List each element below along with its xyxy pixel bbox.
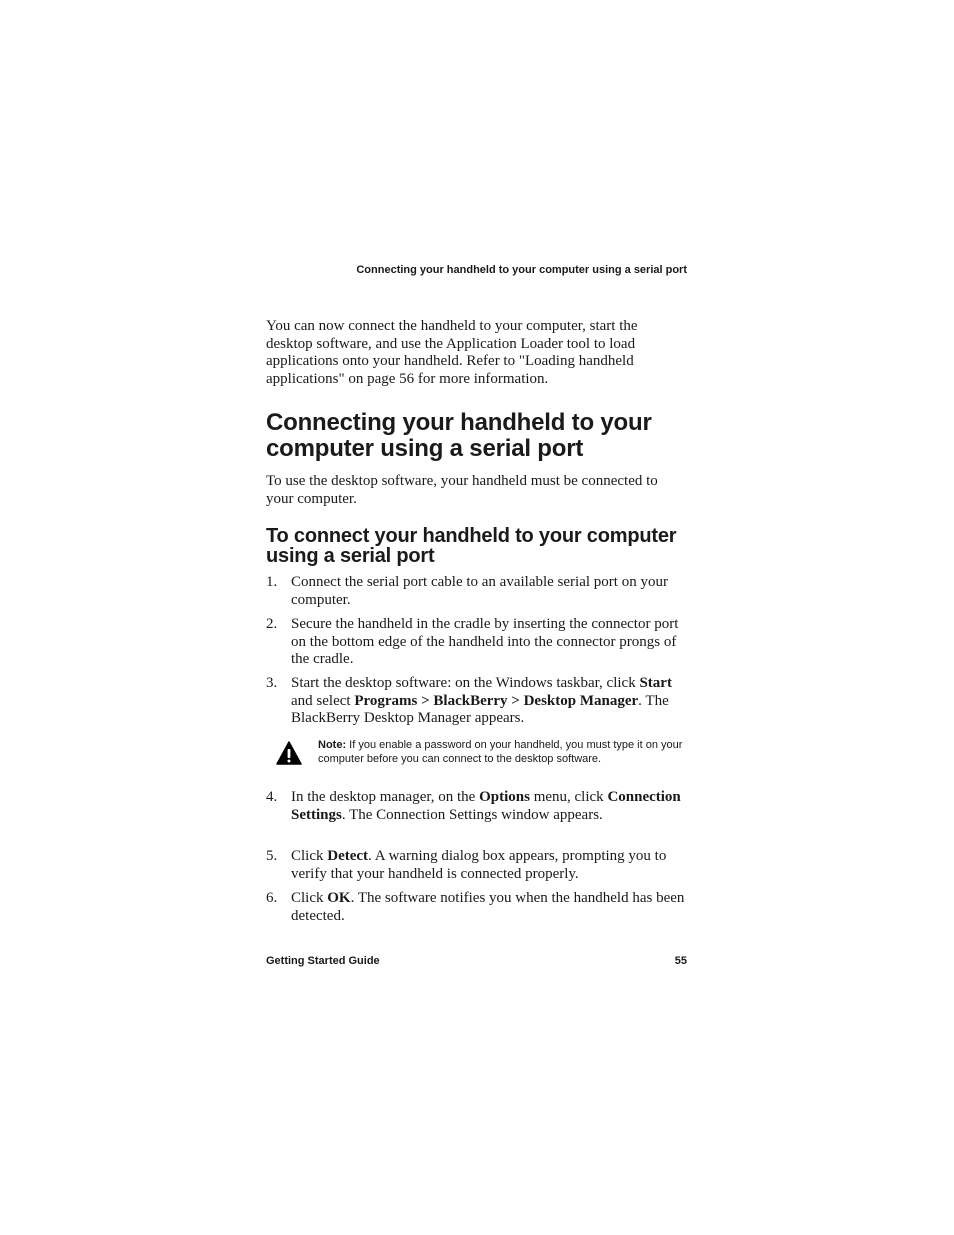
step-number: 3. [266, 675, 278, 691]
step-text [291, 675, 689, 728]
warning-icon [276, 741, 302, 765]
note-label: Note: [318, 739, 347, 751]
step-number: 6. [266, 890, 278, 906]
section-title: Connecting your handheld to your computer using a serial port [266, 409, 652, 462]
step-text-part: and select [291, 692, 355, 709]
step-1 [266, 574, 686, 609]
step-number: 2. [266, 616, 278, 632]
step-text-part: menu, click [529, 789, 608, 805]
page-number: 55 [674, 955, 687, 967]
footer-title: Getting Started Guide [266, 955, 380, 967]
note-text [318, 738, 688, 766]
step-text-part: . The BlackBerry Desktop Manager appears. [291, 692, 669, 726]
running-header: Connecting your handheld to your computer using a serial port [356, 264, 687, 276]
step-6 [266, 890, 686, 925]
step-text [291, 789, 689, 824]
step-3 [266, 675, 686, 728]
step-text-part: Start the desktop software: on the Windows taskbar, click [291, 675, 640, 691]
step-text-part: . A warning dialog box appears, prompting you to verify that your handheld is connected properly. [291, 848, 667, 882]
ui-term-menu-path: Programs > BlackBerry > Desktop Manager [354, 692, 639, 709]
step-number: 4. [266, 789, 278, 805]
step-text [291, 890, 689, 925]
step-text-part: In the desktop manager, on the [291, 789, 480, 805]
section-paragraph: To use the desktop software, your handheld must be connected to your computer. [266, 473, 658, 507]
ui-term-connection-settings: Connection Settings [291, 789, 681, 823]
note-body: If you enable a password on your handheld, you must type it on your computer before you can connect to the desktop software. [318, 739, 683, 765]
ui-term-start: Start [639, 675, 672, 691]
step-text-part: . The Connection Settings window appears. [341, 806, 603, 823]
page-footer [266, 953, 687, 969]
note-callout [266, 738, 696, 766]
step-text-part: . The software notifies you when the handheld has been detected. [291, 890, 685, 924]
step-number: 5. [266, 848, 278, 864]
step-5 [266, 848, 686, 883]
ui-term-options: Options [479, 789, 530, 805]
step-text: Secure the handheld in the cradle by inserting the connector port on the bottom edge of the handheld into the connector prongs of the cradle. [291, 616, 679, 667]
intro-paragraph: You can now connect the handheld to your computer, start the desktop software, and use the Application Loader tool to load applications onto your handheld. Refer to "Loading handheld applications" on page 56 for more information. [266, 318, 638, 387]
step-number: 1. [266, 574, 278, 590]
step-text-part: Click [291, 848, 328, 864]
ui-term-detect: Detect [327, 848, 369, 864]
step-2 [266, 616, 686, 669]
step-text [291, 848, 689, 883]
procedure-title: To connect your handheld to your computer using a serial port [266, 525, 677, 567]
step-text-part: Click [291, 890, 328, 906]
ui-term-ok: OK [327, 890, 351, 906]
step-4 [266, 789, 686, 824]
step-text: Connect the serial port cable to an available serial port on your computer. [291, 574, 668, 608]
